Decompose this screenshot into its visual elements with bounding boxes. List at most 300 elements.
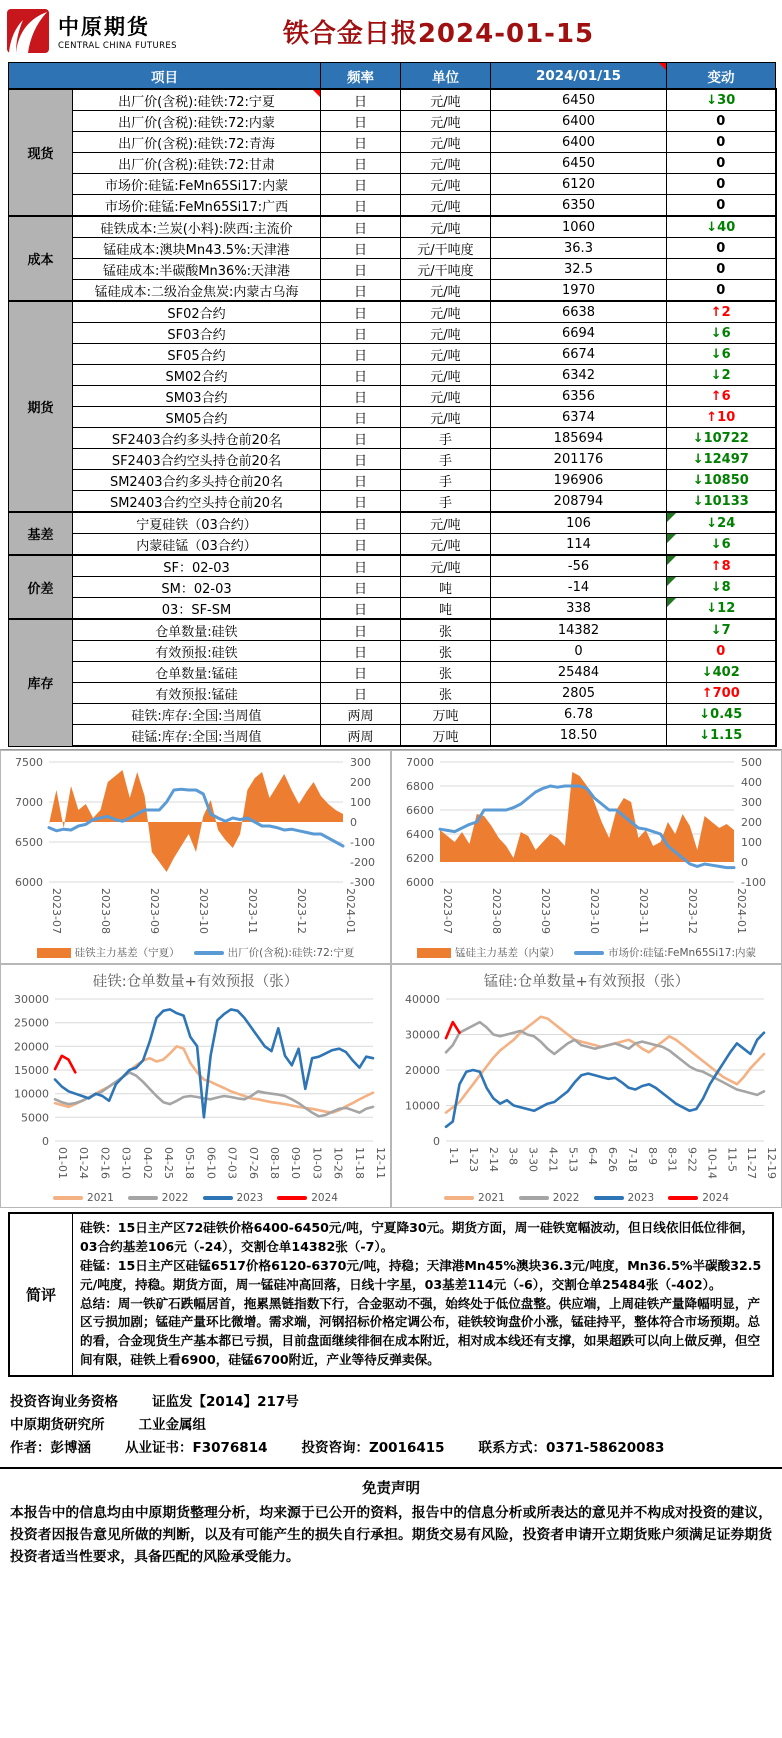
cell-item: 出厂价(含税):硅铁:72:青海 xyxy=(73,132,321,153)
svg-text:6-4: 6-4 xyxy=(586,1147,600,1165)
cell-item: SF2403合约多头持仓前20名 xyxy=(73,428,321,449)
cell-item: 仓单数量:锰硅 xyxy=(73,662,321,683)
legend-item xyxy=(444,1192,505,1204)
cell-change: ↑2 xyxy=(667,301,776,323)
cell-unit: 吨 xyxy=(401,577,491,598)
chart-legend xyxy=(3,1191,388,1206)
svg-text:6000: 6000 xyxy=(406,876,434,889)
svg-text:2023-07: 2023-07 xyxy=(50,888,63,934)
legend-label: 2021 xyxy=(478,1192,505,1204)
table-row xyxy=(9,259,776,280)
svg-text:03-10: 03-10 xyxy=(119,1147,133,1179)
cell-unit: 张 xyxy=(401,683,491,704)
legend-label: 2022 xyxy=(161,1192,189,1204)
cell-change: ↓24 xyxy=(667,512,776,534)
cell-frequency: 日 xyxy=(321,386,401,407)
cell-frequency: 日 xyxy=(321,111,401,132)
cell-item: SM2403合约多头持仓前20名 xyxy=(73,470,321,491)
svg-text:07-26: 07-26 xyxy=(246,1147,260,1179)
svg-text:5000: 5000 xyxy=(21,1111,49,1125)
legend-label: 2023 xyxy=(627,1192,655,1204)
table-row xyxy=(9,344,776,365)
table-row xyxy=(9,512,776,534)
cell-item: SM03合约 xyxy=(73,386,321,407)
cell-frequency: 日 xyxy=(321,132,401,153)
cell-value: 1060 xyxy=(491,216,667,238)
cell-unit: 元/吨 xyxy=(401,195,491,217)
svg-text:4-21: 4-21 xyxy=(546,1147,560,1172)
cell-item: SF2403合约空头持仓前20名 xyxy=(73,449,321,470)
svg-text:04-25: 04-25 xyxy=(162,1147,175,1179)
table-row xyxy=(9,598,776,620)
cell-unit: 张 xyxy=(401,641,491,662)
svg-text:500: 500 xyxy=(741,756,762,769)
cell-item: 内蒙硅锰（03合约） xyxy=(73,534,321,556)
svg-text:0: 0 xyxy=(741,856,748,869)
svg-text:1-1: 1-1 xyxy=(447,1147,460,1165)
footer-item: 联系方式：0371-58620083 xyxy=(478,1440,665,1457)
svg-text:11-27: 11-27 xyxy=(745,1147,759,1179)
cell-value: 6638 xyxy=(491,301,667,323)
cell-item: 锰硅成本:二级冶金焦炭:内蒙古乌海 xyxy=(73,280,321,302)
cell-value: 6.78 xyxy=(491,704,667,725)
cell-change: ↓12 xyxy=(667,598,776,620)
cell-frequency: 日 xyxy=(321,238,401,259)
table-header-row xyxy=(9,63,776,90)
cell-item: 锰硅成本:澳块Mn43.5%:天津港 xyxy=(73,238,321,259)
footer-line xyxy=(10,1436,772,1456)
cell-item: 出厂价(含税):硅铁:72:内蒙 xyxy=(73,111,321,132)
cell-value: 114 xyxy=(491,534,667,556)
group-label: 基差 xyxy=(9,512,73,555)
cell-change: ↓10722 xyxy=(667,428,776,449)
chart-svg xyxy=(394,754,778,940)
cell-change: ↑10 xyxy=(667,407,776,428)
cell-item: SM：02-03 xyxy=(73,577,321,598)
svg-text:6600: 6600 xyxy=(406,804,434,817)
group-label: 库存 xyxy=(9,619,73,746)
disclaimer-title: 免责声明 xyxy=(362,1481,420,1498)
svg-text:3-30: 3-30 xyxy=(526,1147,540,1172)
cell-value: 6694 xyxy=(491,323,667,344)
cell-change: 0 xyxy=(667,238,776,259)
cell-frequency: 日 xyxy=(321,280,401,302)
table-row xyxy=(9,619,776,641)
table-row xyxy=(9,323,776,344)
chart-panel xyxy=(0,964,391,1208)
cell-change: 0 xyxy=(667,153,776,174)
svg-text:06-10: 06-10 xyxy=(204,1147,218,1179)
column-header-item: 项目 xyxy=(9,63,321,90)
table-row xyxy=(9,491,776,513)
cell-value: 6450 xyxy=(491,89,667,111)
cell-frequency: 日 xyxy=(321,619,401,641)
cell-unit: 元/吨 xyxy=(401,344,491,365)
cell-frequency: 日 xyxy=(321,344,401,365)
table-row xyxy=(9,111,776,132)
cell-frequency: 日 xyxy=(321,195,401,217)
svg-text:7500: 7500 xyxy=(15,756,43,769)
footer-line xyxy=(10,1413,772,1433)
footer-item: 投资咨询业务资格 xyxy=(10,1394,118,1411)
table-row xyxy=(9,470,776,491)
cell-item: SF02合约 xyxy=(73,301,321,323)
group-label: 期货 xyxy=(9,301,73,512)
cell-frequency: 日 xyxy=(321,153,401,174)
cell-item: 市场价:硅锰:FeMn65Si17:广西 xyxy=(73,195,321,217)
table-row xyxy=(9,534,776,556)
svg-text:-100: -100 xyxy=(350,836,375,849)
cell-frequency: 日 xyxy=(321,662,401,683)
svg-text:0: 0 xyxy=(42,1135,49,1148)
legend-swatch-icon xyxy=(53,1196,83,1200)
cell-frequency: 日 xyxy=(321,301,401,323)
legend-item xyxy=(128,1192,189,1204)
cell-value: 6342 xyxy=(491,365,667,386)
svg-text:-200: -200 xyxy=(350,856,375,869)
cell-item: 仓单数量:硅铁 xyxy=(73,619,321,641)
cell-value: 6674 xyxy=(491,344,667,365)
charts-grid xyxy=(0,749,782,1208)
cell-change: ↓402 xyxy=(667,662,776,683)
cell-unit: 吨 xyxy=(401,598,491,620)
svg-text:8-31: 8-31 xyxy=(665,1147,679,1172)
cell-unit: 元/吨 xyxy=(401,132,491,153)
cell-frequency: 日 xyxy=(321,598,401,620)
legend-swatch-icon xyxy=(277,1196,307,1200)
cell-value: 6356 xyxy=(491,386,667,407)
cell-value: 6350 xyxy=(491,195,667,217)
cell-item: SF05合约 xyxy=(73,344,321,365)
table-row xyxy=(9,577,776,598)
footer-item: 证监发【2014】217号 xyxy=(152,1394,299,1411)
svg-text:8-9: 8-9 xyxy=(645,1147,659,1165)
cell-item: 03：SF-SM xyxy=(73,598,321,620)
comment-paragraph: 硅铁：15日主产区72硅铁价格6400-6450元/吨，宁夏降30元。期货方面，周一硅铁宽幅波动，但日线依旧低位徘徊，03合约基差106元（-24），交割仓单14382张（-7）。 xyxy=(80,1220,755,1254)
cell-value: 25484 xyxy=(491,662,667,683)
svg-text:100: 100 xyxy=(741,836,762,849)
svg-text:6800: 6800 xyxy=(406,780,434,793)
cell-item: 出厂价(含税):硅铁:72:宁夏 xyxy=(73,89,321,111)
group-label: 成本 xyxy=(9,216,73,301)
company-logo xyxy=(6,8,221,54)
footer-item: 中原期货研究所 xyxy=(10,1417,105,1434)
legend-swatch-icon xyxy=(203,1196,233,1200)
legend-item xyxy=(203,1192,264,1204)
svg-text:2023-09: 2023-09 xyxy=(148,888,161,934)
report-table-body xyxy=(9,89,776,746)
svg-text:2-14: 2-14 xyxy=(486,1147,500,1172)
svg-text:15000: 15000 xyxy=(14,1064,49,1077)
cell-item: SM02合约 xyxy=(73,365,321,386)
column-header-date: 2024/01/15 xyxy=(491,63,667,90)
cell-value: 14382 xyxy=(491,619,667,641)
logo-company-name-en: CENTRAL CHINA FUTURES xyxy=(58,41,177,51)
page-title: 铁合金日报2024-01-15 xyxy=(282,18,595,49)
table-row xyxy=(9,132,776,153)
cell-change: ↓12497 xyxy=(667,449,776,470)
cell-frequency: 两周 xyxy=(321,704,401,725)
cell-value: 18.50 xyxy=(491,725,667,747)
svg-text:07-03: 07-03 xyxy=(225,1147,239,1179)
cell-frequency: 日 xyxy=(321,683,401,704)
legend-label: 2024 xyxy=(702,1192,729,1204)
cell-change: ↓6 xyxy=(667,534,776,556)
legend-item xyxy=(194,945,355,960)
cell-unit: 元/吨 xyxy=(401,174,491,195)
cell-change: ↓2 xyxy=(667,365,776,386)
svg-text:7000: 7000 xyxy=(15,796,43,809)
svg-text:2023-10: 2023-10 xyxy=(197,888,210,934)
svg-text:2023-11: 2023-11 xyxy=(246,888,259,934)
svg-text:400: 400 xyxy=(741,776,762,789)
legend-swatch-icon xyxy=(417,948,451,958)
chart-legend xyxy=(394,944,779,962)
svg-text:20000: 20000 xyxy=(405,1064,440,1077)
cell-value: 2805 xyxy=(491,683,667,704)
footer-line xyxy=(10,1390,772,1410)
legend-item xyxy=(277,1192,338,1204)
cell-change: 0 xyxy=(667,259,776,280)
svg-text:5-13: 5-13 xyxy=(566,1147,580,1172)
svg-text:-300: -300 xyxy=(350,876,375,889)
cell-unit: 张 xyxy=(401,619,491,641)
cell-value: 0 xyxy=(491,641,667,662)
logo-text xyxy=(58,11,177,51)
legend-swatch-icon xyxy=(574,951,604,955)
cell-unit: 元/吨 xyxy=(401,111,491,132)
table-row xyxy=(9,89,776,111)
chart-legend xyxy=(394,1191,779,1206)
table-row xyxy=(9,662,776,683)
svg-text:7000: 7000 xyxy=(406,756,434,769)
table-row xyxy=(9,449,776,470)
comment-paragraph: 硅锰：15日主产区硅锰6517价格6120-6370元/吨，持稳；天津港Mn45%澳块36.3元/吨度，Mn36.5%半碳酸32.5元/吨度，持稳。期货方面，周一锰硅冲高回落，日线十字星，03基差114元（-6），交割仓单25484张（-402）。 xyxy=(80,1257,762,1292)
cell-value: 6374 xyxy=(491,407,667,428)
legend-label: 2021 xyxy=(87,1192,114,1204)
svg-text:2023-11: 2023-11 xyxy=(637,888,650,934)
legend-swatch-icon xyxy=(668,1196,698,1200)
cell-value: 208794 xyxy=(491,491,667,513)
chart-legend xyxy=(3,944,388,962)
svg-text:2024-01: 2024-01 xyxy=(735,888,748,934)
cell-item: 锰硅成本:半碳酸Mn36%:天津港 xyxy=(73,259,321,280)
svg-text:05-18: 05-18 xyxy=(183,1147,197,1179)
svg-text:200: 200 xyxy=(350,776,371,789)
svg-text:10-26: 10-26 xyxy=(331,1147,345,1179)
svg-text:2023-08: 2023-08 xyxy=(490,888,503,934)
cell-frequency: 日 xyxy=(321,555,401,577)
comment-paragraph: 总结：周一铁矿石跌幅居首，拖累黑链指数下行，合金驱动不强，始终处于低位盘整。供应端，上周硅铁产量降幅明显，产区亏损加剧；锰硅产量环比微增。需求端，河钢招标价格定调公布，硅铁较询盘价小涨，锰硅持平，整体符合市场预期。总的看，合金现货生产基本都已亏损，目前盘面继续徘徊在成本附近，相对成本线还有支撑，如果超跌可以向上做反弹，但空间有限，硅铁上看6900，硅锰6700附近，产业等待反弹卖保。 xyxy=(80,1295,761,1368)
group-label: 价差 xyxy=(9,555,73,619)
cell-value: 201176 xyxy=(491,449,667,470)
chart-svg xyxy=(394,991,778,1187)
column-header-change: 变动 xyxy=(667,63,776,90)
cell-value: 32.5 xyxy=(491,259,667,280)
svg-text:7-18: 7-18 xyxy=(625,1147,639,1172)
svg-text:12-11: 12-11 xyxy=(374,1147,387,1179)
table-row xyxy=(9,641,776,662)
chart-panel xyxy=(391,750,782,964)
svg-text:04-02: 04-02 xyxy=(140,1147,154,1179)
column-header-frequency: 频率 xyxy=(321,63,401,90)
chart-panel xyxy=(0,750,391,964)
legend-item xyxy=(574,945,756,960)
report-table xyxy=(8,62,777,747)
legend-swatch-icon xyxy=(444,1196,474,1200)
cell-frequency: 日 xyxy=(321,323,401,344)
svg-text:30000: 30000 xyxy=(405,1028,440,1042)
cell-frequency: 日 xyxy=(321,407,401,428)
cell-value: 6400 xyxy=(491,132,667,153)
legend-swatch-icon xyxy=(128,1196,158,1200)
legend-label: 出厂价(含税):硅铁:72:宁夏 xyxy=(227,947,355,959)
cell-change: ↓40 xyxy=(667,216,776,238)
table-row xyxy=(9,365,776,386)
svg-text:25000: 25000 xyxy=(14,1016,49,1030)
legend-item xyxy=(519,1192,580,1204)
svg-text:40000: 40000 xyxy=(405,993,440,1006)
cell-value: 6450 xyxy=(491,153,667,174)
table-row xyxy=(9,301,776,323)
svg-text:2023-10: 2023-10 xyxy=(588,888,601,934)
cell-change: ↓0.45 xyxy=(667,704,776,725)
legend-item xyxy=(668,1192,729,1204)
cell-item: SM2403合约空头持仓前20名 xyxy=(73,491,321,513)
legend-label: 2023 xyxy=(236,1192,264,1204)
cell-change: 0 xyxy=(667,132,776,153)
cell-item: SF03合约 xyxy=(73,323,321,344)
cell-frequency: 日 xyxy=(321,512,401,534)
cell-unit: 元/吨 xyxy=(401,555,491,577)
legend-label: 锰硅主力基差（内蒙） xyxy=(454,947,560,959)
report-header xyxy=(0,0,782,62)
table-row xyxy=(9,555,776,577)
svg-text:6400: 6400 xyxy=(406,828,434,841)
cell-value: 6120 xyxy=(491,174,667,195)
chart-panel xyxy=(391,964,782,1208)
cell-unit: 元/吨 xyxy=(401,153,491,174)
svg-text:30000: 30000 xyxy=(14,993,49,1006)
table-row xyxy=(9,238,776,259)
cell-item: SF：02-03 xyxy=(73,555,321,577)
logo-company-name: 中原期货 xyxy=(58,14,150,39)
cell-unit: 元/吨 xyxy=(401,365,491,386)
svg-text:08-18: 08-18 xyxy=(268,1147,281,1179)
cell-frequency: 日 xyxy=(321,470,401,491)
cell-unit: 手 xyxy=(401,428,491,449)
cell-frequency: 日 xyxy=(321,365,401,386)
svg-text:2023-07: 2023-07 xyxy=(441,888,454,934)
cell-value: 185694 xyxy=(491,428,667,449)
svg-text:09-10: 09-10 xyxy=(289,1147,303,1179)
svg-text:6-26: 6-26 xyxy=(606,1147,619,1172)
corner-marker-icon xyxy=(667,556,676,565)
svg-text:01-01: 01-01 xyxy=(56,1147,69,1179)
svg-text:2023-09: 2023-09 xyxy=(539,888,552,934)
cell-unit: 手 xyxy=(401,449,491,470)
svg-text:300: 300 xyxy=(350,756,371,769)
chart-title: 锰硅:仓单数量+有效预报（张） xyxy=(483,974,690,990)
svg-text:100: 100 xyxy=(350,796,371,809)
cell-frequency: 日 xyxy=(321,641,401,662)
svg-text:10000: 10000 xyxy=(405,1099,440,1113)
cell-unit: 元/吨 xyxy=(401,301,491,323)
svg-text:2023-08: 2023-08 xyxy=(99,888,112,934)
cell-value: 338 xyxy=(491,598,667,620)
cell-unit: 元/吨 xyxy=(401,407,491,428)
cell-change: ↓1.15 xyxy=(667,725,776,747)
chart-svg xyxy=(3,754,387,940)
svg-text:6500: 6500 xyxy=(15,836,43,849)
cell-item: 有效预报:硅铁 xyxy=(73,641,321,662)
cell-frequency: 日 xyxy=(321,89,401,111)
legend-item xyxy=(417,945,560,960)
footer-item: 作者：彭博涵 xyxy=(10,1440,91,1457)
corner-marker-icon xyxy=(667,513,676,522)
cell-unit: 元/吨 xyxy=(401,280,491,302)
legend-label: 市场价:硅锰:FeMn65Si17:内蒙 xyxy=(607,947,757,959)
cell-change: ↓8 xyxy=(667,577,776,598)
comment-label: 简评 xyxy=(10,1214,73,1375)
cell-item: 宁夏硅铁（03合约） xyxy=(73,512,321,534)
corner-marker-icon xyxy=(667,577,676,586)
note-marker-icon xyxy=(313,90,320,97)
svg-text:6000: 6000 xyxy=(15,876,43,889)
group-label: 现货 xyxy=(9,89,73,216)
table-row xyxy=(9,725,776,747)
cell-unit: 元/吨 xyxy=(401,89,491,111)
cell-frequency: 日 xyxy=(321,428,401,449)
table-row xyxy=(9,153,776,174)
cell-unit: 元/吨 xyxy=(401,534,491,556)
cell-unit: 张 xyxy=(401,662,491,683)
svg-text:300: 300 xyxy=(741,796,762,809)
cell-unit: 手 xyxy=(401,470,491,491)
cell-unit: 元/吨 xyxy=(401,512,491,534)
cell-change: 0 xyxy=(667,280,776,302)
svg-text:9-22: 9-22 xyxy=(685,1147,699,1172)
cell-change: ↓7 xyxy=(667,619,776,641)
cell-item: 市场价:硅锰:FeMn65Si17:内蒙 xyxy=(73,174,321,195)
table-row xyxy=(9,174,776,195)
cell-value: 106 xyxy=(491,512,667,534)
cell-frequency: 日 xyxy=(321,534,401,556)
svg-text:01-24: 01-24 xyxy=(77,1147,91,1179)
legend-swatch-icon xyxy=(594,1196,624,1200)
svg-text:200: 200 xyxy=(741,816,762,829)
cell-change: ↓30 xyxy=(667,89,776,111)
cell-change: ↓10133 xyxy=(667,491,776,513)
legend-swatch-icon xyxy=(37,948,71,958)
cell-change: 0 xyxy=(667,641,776,662)
note-marker-icon xyxy=(659,63,666,70)
cell-change: 0 xyxy=(667,111,776,132)
cell-frequency: 日 xyxy=(321,216,401,238)
cell-item: 硅铁成本:兰炭(小料):陕西:主流价 xyxy=(73,216,321,238)
cell-change: ↓10850 xyxy=(667,470,776,491)
table-row xyxy=(9,386,776,407)
cell-change: 0 xyxy=(667,195,776,217)
svg-text:11-5: 11-5 xyxy=(725,1147,739,1172)
table-row xyxy=(9,195,776,217)
cell-frequency: 日 xyxy=(321,491,401,513)
svg-text:0: 0 xyxy=(433,1135,440,1148)
table-row xyxy=(9,683,776,704)
cell-unit: 万吨 xyxy=(401,704,491,725)
cell-change: ↑8 xyxy=(667,555,776,577)
footer-item: 工业金属组 xyxy=(138,1417,206,1434)
